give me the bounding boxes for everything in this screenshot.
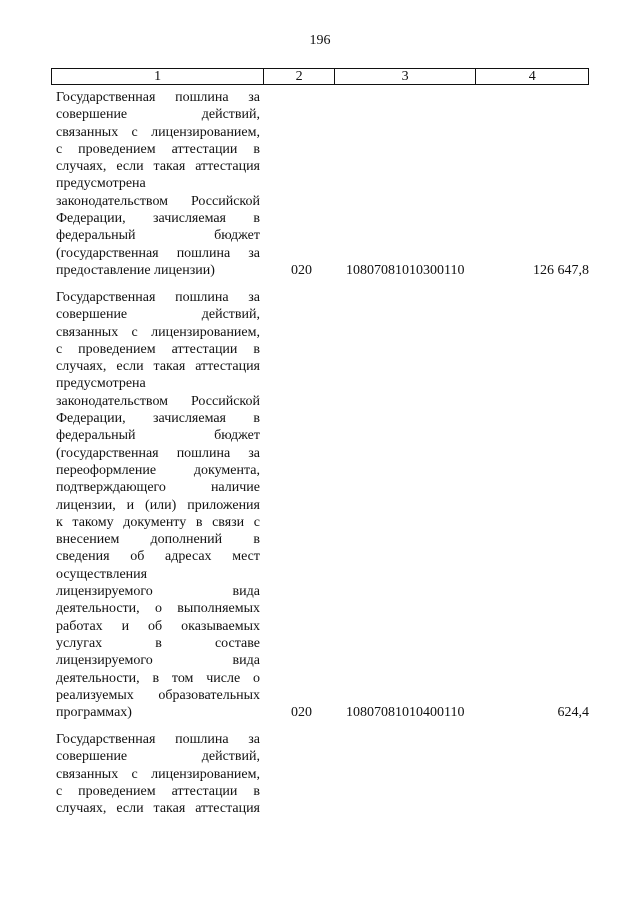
description-line: Федерации, зачисляемая в (56, 411, 260, 427)
description-line: к такому документу в связи с (56, 514, 260, 530)
description-line: лицензируемого вида (56, 584, 260, 600)
budget-classification-code: 10807081010400110 (346, 705, 465, 720)
description-line: переоформление документа, (56, 462, 260, 478)
description-line: связанных с лицензированием, (56, 766, 260, 782)
admin-code: 020 (291, 263, 312, 278)
description-line: с проведением аттестации в (56, 141, 260, 157)
header-col-3: 3 (334, 69, 475, 84)
description-line: работах и об оказываемых (56, 618, 260, 634)
header-col-1: 1 (154, 69, 162, 84)
description-line: Государственная пошлина за (56, 290, 260, 305)
description-line: (государственная пошлина за (56, 445, 260, 461)
admin-code: 020 (291, 705, 312, 720)
description-line: подтверждающего наличие (56, 480, 260, 496)
description-line: Федерации, зачисляемая в (56, 211, 260, 227)
description-line: законодательством Российской (56, 193, 260, 209)
description-line: совершение действий, (56, 107, 260, 123)
description-line: предусмотрена (56, 176, 146, 192)
description-line: предоставление лицензии) (56, 262, 215, 278)
description-line: случаях, если такая аттестация (56, 359, 260, 375)
description-line: лицензии, и (или) приложения (56, 497, 260, 513)
description-line: реализуемых образовательных (56, 687, 260, 703)
description-line: внесением дополнений в (56, 532, 260, 548)
description-line: сведения об адресах мест (56, 549, 260, 565)
description-line: совершение действий, (56, 307, 260, 323)
description-line: случаях, если такая аттестация (56, 159, 260, 175)
description-line: деятельности, о выполняемых (56, 601, 260, 617)
row-description (56, 731, 260, 817)
description-line: деятельности, в том числе о (56, 670, 260, 686)
description-line: связанных с лицензированием, (56, 124, 260, 140)
description-line: случаях, если такая аттестация (56, 801, 260, 817)
description-line: лицензируемого вида (56, 653, 260, 669)
row-description (56, 89, 260, 279)
description-line: Государственная пошлина за (56, 90, 260, 105)
table-row (51, 731, 589, 821)
description-line: связанных с лицензированием, (56, 324, 260, 340)
amount: 624,4 (557, 705, 589, 720)
description-line: предусмотрена (56, 376, 146, 392)
amount: 126 647,8 (533, 263, 589, 278)
description-line: с проведением аттестации в (56, 341, 260, 357)
table-row (51, 89, 589, 279)
description-line: Государственная пошлина за (56, 732, 260, 747)
table-header (51, 68, 589, 85)
description-line: с проведением аттестации в (56, 783, 260, 799)
description-line: федеральный бюджет (56, 428, 260, 444)
description-line: совершение действий, (56, 749, 260, 765)
description-line: программах) (56, 705, 132, 721)
description-line: (государственная пошлина за (56, 245, 260, 261)
description-line: услугах в составе (56, 635, 260, 651)
page-number: 196 (309, 33, 331, 48)
budget-classification-code: 10807081010300110 (346, 263, 465, 278)
header-col-2: 2 (263, 69, 334, 84)
description-line: законодательством Российской (56, 393, 260, 409)
table-row (51, 289, 589, 719)
description-line: осуществления (56, 566, 148, 582)
description-line: федеральный бюджет (56, 228, 260, 244)
row-description (56, 289, 260, 721)
header-col-4: 4 (475, 69, 588, 84)
